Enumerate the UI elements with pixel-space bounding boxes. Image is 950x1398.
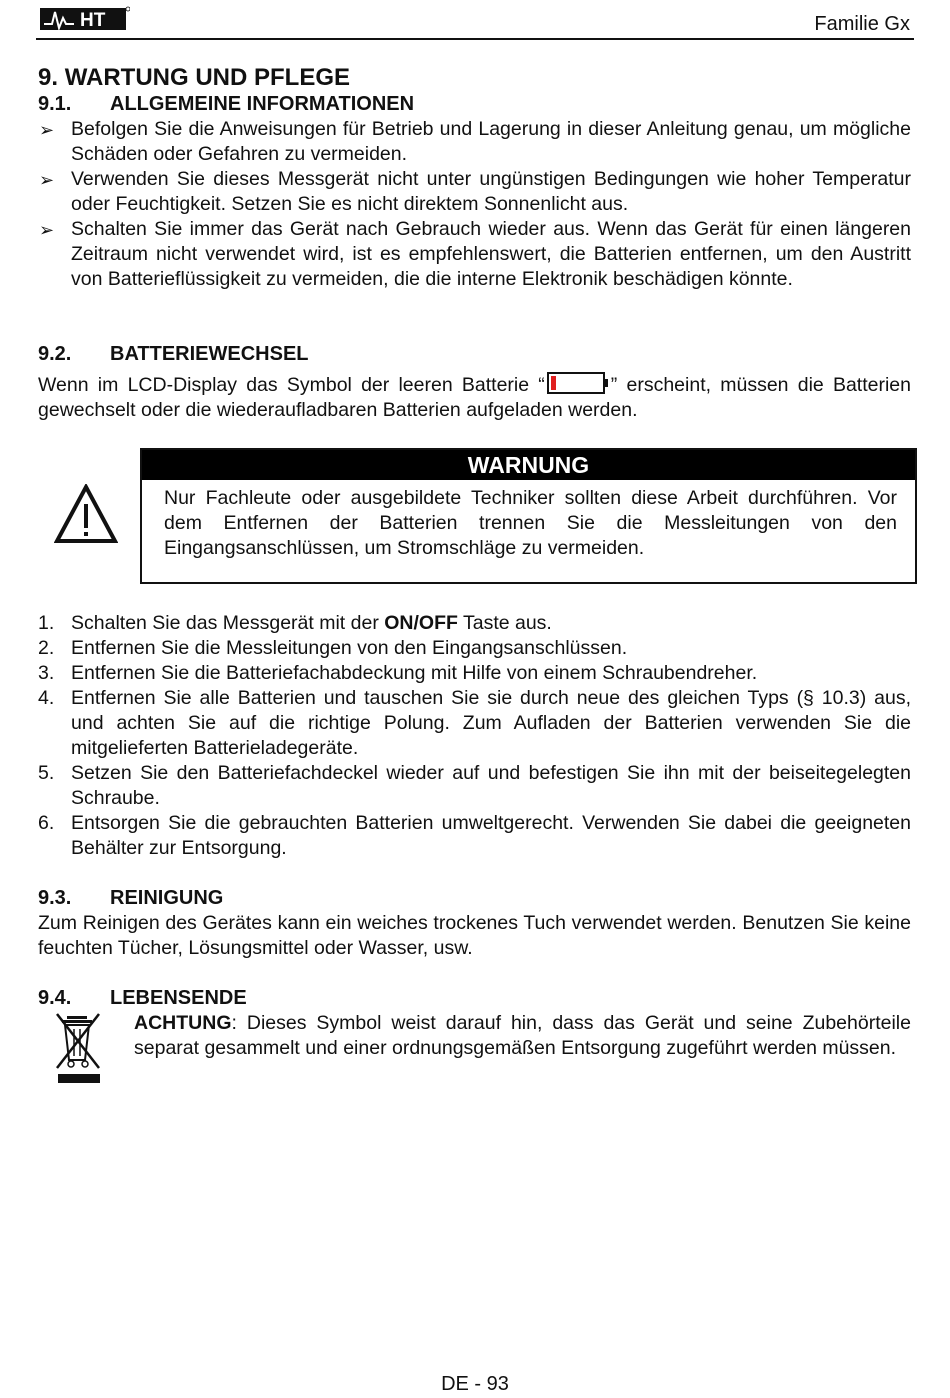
- battery-intro-paragraph: [38, 371, 911, 423]
- subheading-number: 9.3.: [38, 887, 72, 909]
- arrow-bullet-icon: ➢: [39, 170, 55, 190]
- page-number: DE - 93: [441, 1373, 509, 1395]
- subheading-title: REINIGUNG: [110, 887, 224, 909]
- list-item: [38, 217, 911, 292]
- list-item: [38, 686, 911, 761]
- step-key-label: ON/OFF: [384, 612, 458, 634]
- subheading-end-of-life: [38, 986, 247, 1011]
- general-info-list: [38, 117, 911, 292]
- step-text: Schalten Sie das Messgerät mit der: [71, 612, 385, 634]
- step-number: 1.: [38, 612, 55, 634]
- section-title: WARTUNG UND PFLEGE: [64, 64, 351, 91]
- warning-title: WARNUNG: [142, 450, 915, 480]
- step-number: 6.: [38, 812, 55, 834]
- crossed-bin-icon: [54, 1010, 104, 1086]
- subheading-title: ALLGEMEINE INFORMATIONEN: [110, 93, 415, 115]
- subheading-cleaning: [38, 886, 223, 911]
- step-number: 3.: [38, 662, 55, 684]
- battery-text-before: Wenn im LCD-Display das Symbol der leeren Batterie “: [38, 374, 545, 396]
- subheading-battery: [38, 342, 309, 367]
- subheading-title: LEBENSENDE: [110, 987, 247, 1009]
- document-title: Familie Gx: [814, 13, 910, 35]
- step-text: Entfernen Sie alle Batterien und tauschen Sie sie durch neue des gleichen Typs (§ 10.3) aus, und achten Sie auf die richtige Polung. Zum Aufladen der Batterien verwenden Sie die mitgelieferten Batterieladegeräte.: [71, 687, 911, 759]
- battery-text-after: ” erscheint, müssen die Batterien gewechselt oder die wiederaufladbaren Batterien aufgeladen werden.: [38, 374, 911, 421]
- bullet-text: Schalten Sie immer das Gerät nach Gebrauch wieder aus. Wenn das Gerät für einen längeren Zeitraum nicht verwendet wird, ist es empfehlenswert, die Batterien entfernen, um den Austritt von Batterieflüssigkeit zu vermeiden, die die interne Elektronik beschädigen könnte.: [71, 218, 911, 290]
- bullet-text: Befolgen Sie die Anweisungen für Betrieb und Lagerung in dieser Anleitung genau, um mögliche Schäden oder Gefahren zu vermeiden.: [71, 118, 911, 165]
- end-of-life-paragraph: [134, 1011, 911, 1061]
- list-item: [38, 611, 911, 636]
- arrow-bullet-icon: ➢: [39, 120, 55, 140]
- warning-box: [140, 448, 917, 584]
- section-heading: [38, 63, 350, 93]
- step-text: Setzen Sie den Batteriefachdeckel wieder auf und befestigen Sie ihn mit der beiseitegelegten Schraube.: [71, 762, 911, 809]
- step-number: 2.: [38, 637, 55, 659]
- bullet-text: Verwenden Sie dieses Messgerät nicht unter ungünstigen Bedingungen wie hoher Temperatur oder Feuchtigkeit. Setzen Sie es nicht direktem Sonnenlicht aus.: [71, 168, 911, 215]
- step-text: Entsorgen Sie die gebrauchten Batterien umweltgerecht. Verwenden Sie dabei die geeigneten Behälter zur Entsorgung.: [71, 812, 911, 859]
- subheading-general: [38, 92, 414, 117]
- subheading-number: 9.4.: [38, 987, 72, 1009]
- step-number: 4.: [38, 687, 55, 709]
- list-item: [38, 661, 911, 686]
- subheading-title: BATTERIEWECHSEL: [110, 343, 309, 365]
- step-text-end: Taste aus.: [457, 612, 552, 634]
- list-item: [38, 117, 911, 167]
- empty-battery-icon: [547, 371, 609, 395]
- subheading-number: 9.1.: [38, 93, 72, 115]
- subheading-number: 9.2.: [38, 343, 72, 365]
- battery-steps-list: [38, 611, 911, 861]
- logo-text: HT: [80, 10, 106, 31]
- warning-text: Nur Fachleute oder ausgebildete Techniker sollten diese Arbeit durchführen. Vor dem Entfernen der Batterien trennen Sie die Messleitungen von den Eingangsanschlüssen, um Stromschläge zu vermeiden.: [164, 487, 897, 559]
- section-number: 9.: [38, 64, 59, 91]
- step-text: Entfernen Sie die Messleitungen von den Eingangsanschlüssen.: [71, 637, 628, 659]
- warning-triangle-icon: [54, 484, 118, 544]
- arrow-bullet-icon: ➢: [39, 220, 55, 240]
- list-item: [38, 811, 911, 861]
- list-item: [38, 636, 911, 661]
- step-text: Entfernen Sie die Batteriefachabdeckung mit Hilfe von einem Schraubendreher.: [71, 662, 758, 684]
- end-of-life-text: : Dieses Symbol weist darauf hin, dass das Gerät und seine Zubehörteile separat gesammelt und einer ordnungsgemäßen Entsorgung zugeführt werden müssen.: [134, 1012, 911, 1059]
- ht-logo-icon: [40, 4, 130, 32]
- header-divider: [36, 38, 914, 40]
- list-item: [38, 761, 911, 811]
- cleaning-paragraph: Zum Reinigen des Gerätes kann ein weiches trockenes Tuch verwendet werden. Benutzen Sie keine feuchten Tücher, Lösungsmittel oder Wasser, usw.: [38, 912, 911, 959]
- list-item: [38, 167, 911, 217]
- attention-label: ACHTUNG: [134, 1012, 232, 1034]
- step-number: 5.: [38, 762, 55, 784]
